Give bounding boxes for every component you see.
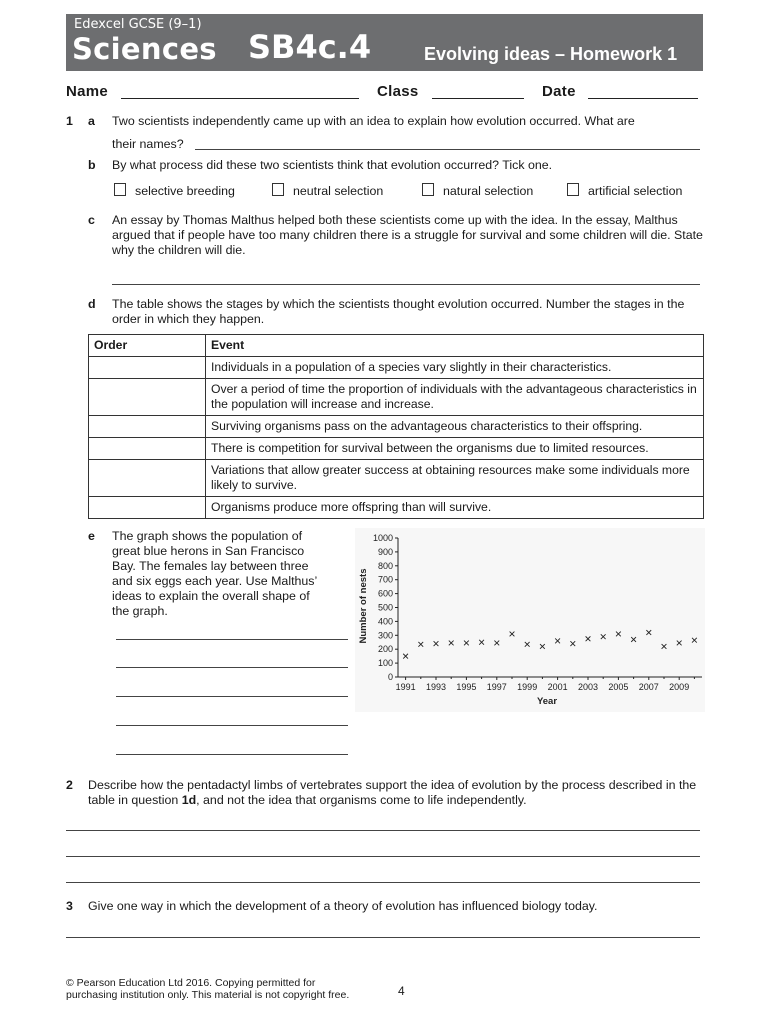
y-tick-label: 200 [377, 644, 393, 655]
question-1c-text: An essay by Thomas Malthus helped both these scientists come up with the idea. In the essay, Malthus argued that if people have too many children there is a struggle for survival and some children will die. State why the children will die. [112, 213, 703, 257]
table-row [89, 416, 704, 438]
x-tick-label: 2007 [638, 682, 659, 692]
table-row [89, 379, 704, 416]
name-field[interactable] [121, 98, 359, 99]
data-point-marker [570, 641, 575, 646]
name-label: Name [66, 83, 109, 100]
checkbox-neutral-selection[interactable] [272, 183, 284, 196]
chart-svg [355, 528, 705, 712]
question-1e-text: The graph shows the population of great blue herons in San Francisco Bay. The females lay between three and six eggs each year. Use Malthus’ ideas to explain the overall shape of the graph. [112, 529, 317, 618]
data-point-marker [403, 654, 408, 659]
part-letter-b: b [88, 158, 96, 172]
x-tick-label: 2005 [608, 682, 629, 692]
option-neutral-selection: neutral selection [293, 184, 384, 198]
data-point-marker [449, 641, 454, 646]
question-number-3: 3 [66, 899, 73, 913]
table-row [89, 357, 704, 379]
checkbox-natural-selection[interactable] [422, 183, 434, 196]
data-point-marker [525, 642, 530, 647]
y-tick-label: 100 [377, 658, 393, 669]
table-row [89, 438, 704, 460]
y-axis-label: Number of nests [358, 568, 369, 644]
y-tick-label: 400 [377, 616, 393, 627]
date-field[interactable] [588, 98, 698, 99]
data-point-marker [662, 644, 667, 649]
event-cell: Individuals in a population of a species vary slightly in their characteristics. [206, 357, 704, 379]
x-tick-label: 1995 [456, 682, 477, 692]
order-cell[interactable] [89, 438, 206, 460]
answer-line-2[interactable] [66, 882, 700, 883]
subject-title: Sciences [72, 32, 217, 66]
event-cell: Over a period of time the proportion of individuals with the advantageous characteristics in the population will increase and increase. [206, 379, 704, 416]
answer-line-1c[interactable] [112, 284, 700, 285]
table-row [89, 460, 704, 497]
worksheet-code: SB4c.4 [248, 28, 372, 66]
option-artificial-selection: artificial selection [588, 184, 683, 198]
x-tick-label: 2001 [547, 682, 568, 692]
checkbox-artificial-selection[interactable] [567, 183, 579, 196]
y-tick-label: 500 [377, 602, 393, 613]
data-point-marker [510, 632, 515, 637]
answer-line-1e[interactable] [116, 725, 348, 726]
data-point-marker [646, 630, 651, 635]
x-tick-label: 2003 [577, 682, 599, 692]
data-point-marker [479, 640, 484, 645]
x-tick-label: 1997 [486, 682, 507, 692]
class-field[interactable] [432, 98, 524, 99]
part-letter-c: c [88, 213, 95, 227]
answer-line-2[interactable] [66, 856, 700, 857]
checkbox-selective-breeding[interactable] [114, 183, 126, 196]
order-cell[interactable] [89, 416, 206, 438]
page-number: 4 [398, 984, 405, 998]
question-1a-text-line1: Two scientists independently came up with an idea to explain how evolution occurred. What are [112, 114, 635, 128]
answer-line-2[interactable] [66, 830, 700, 831]
x-tick-label: 1993 [425, 682, 447, 692]
data-point-marker [677, 641, 682, 646]
option-natural-selection: natural selection [443, 184, 534, 198]
order-cell[interactable] [89, 379, 206, 416]
data-point-marker [418, 642, 423, 647]
answer-line-1e[interactable] [116, 754, 348, 755]
y-tick-label: 1000 [372, 533, 393, 543]
part-letter-a: a [88, 114, 95, 128]
order-column-header: Order [89, 335, 206, 357]
event-cell: Organisms produce more offspring than will survive. [206, 497, 704, 519]
question-2-reference: 1d [181, 793, 197, 807]
order-cell[interactable] [89, 357, 206, 379]
y-tick-label: 900 [377, 546, 393, 557]
data-point-marker [586, 636, 591, 641]
option-selective-breeding: selective breeding [135, 184, 235, 198]
question-number-1: 1 [66, 114, 73, 128]
table-header-row [89, 335, 704, 357]
question-number-2: 2 [66, 778, 73, 792]
worksheet-title: Evolving ideas – Homework 1 [424, 44, 678, 64]
data-point-marker [616, 632, 621, 637]
y-tick-label: 700 [377, 574, 393, 585]
question-2-text-end: , and not the idea that organisms come to life independently. [196, 793, 527, 807]
question-3-text: Give one way in which the development of a theory of evolution has influenced biology today. [88, 899, 598, 913]
answer-line-1a[interactable] [195, 149, 700, 150]
answer-line-1e[interactable] [116, 667, 348, 668]
data-point-marker [494, 641, 499, 646]
y-tick-label: 600 [377, 588, 393, 599]
event-column-header: Event [206, 335, 704, 357]
copyright-notice: © Pearson Education Ltd 2016. Copying permitted for purchasing institution only. This material is not copyright free. [66, 977, 350, 1001]
question-2-text-start: Describe how the pentadactyl limbs of vertebrates support the idea of evolution by the process described in the table in question [88, 778, 697, 807]
series-label: Edexcel GCSE (9–1) [74, 17, 202, 32]
chart-axes [373, 533, 702, 692]
class-label: Class [377, 83, 419, 100]
data-point-marker [631, 637, 636, 642]
stages-table [88, 334, 704, 519]
event-cell: Surviving organisms pass on the advantageous characteristics to their offspring. [206, 416, 704, 438]
data-point-marker [434, 641, 439, 646]
x-tick-label: 1999 [517, 682, 538, 692]
data-point-marker [692, 638, 697, 643]
y-tick-label: 300 [377, 630, 393, 641]
event-cell: There is competition for survival between the organisms due to limited resources. [206, 438, 704, 460]
data-point-marker [464, 641, 469, 646]
question-1a-text-line2: their names? [112, 137, 184, 151]
y-tick-label: 0 [387, 672, 393, 682]
chart-points [403, 630, 697, 658]
title-banner [66, 14, 703, 71]
answer-line-1e[interactable] [116, 696, 348, 697]
x-tick-label: 1991 [395, 682, 416, 692]
part-letter-d: d [88, 297, 96, 311]
question-1b-text: By what process did these two scientists think that evolution occurred? Tick one. [112, 158, 553, 172]
heron-nests-chart [355, 528, 705, 712]
data-point-marker [540, 644, 545, 649]
data-point-marker [555, 638, 560, 643]
data-point-marker [601, 634, 606, 639]
part-letter-e: e [88, 529, 95, 543]
order-cell[interactable] [89, 460, 206, 497]
date-label: Date [542, 83, 576, 100]
event-cell: Variations that allow greater success at obtaining resources make some individuals more likely to survive. [206, 460, 704, 497]
table-row [89, 497, 704, 519]
x-tick-label: 2009 [669, 682, 690, 692]
order-cell[interactable] [89, 497, 206, 519]
answer-line-3[interactable] [66, 937, 700, 938]
question-1d-text: The table shows the stages by which the scientists thought evolution occurred. Number the stages in the order in which they happen. [112, 297, 685, 326]
question-2-text [88, 778, 702, 808]
answer-line-1e[interactable] [116, 639, 348, 640]
y-tick-label: 800 [377, 560, 393, 571]
x-axis-label: Year [536, 696, 558, 707]
